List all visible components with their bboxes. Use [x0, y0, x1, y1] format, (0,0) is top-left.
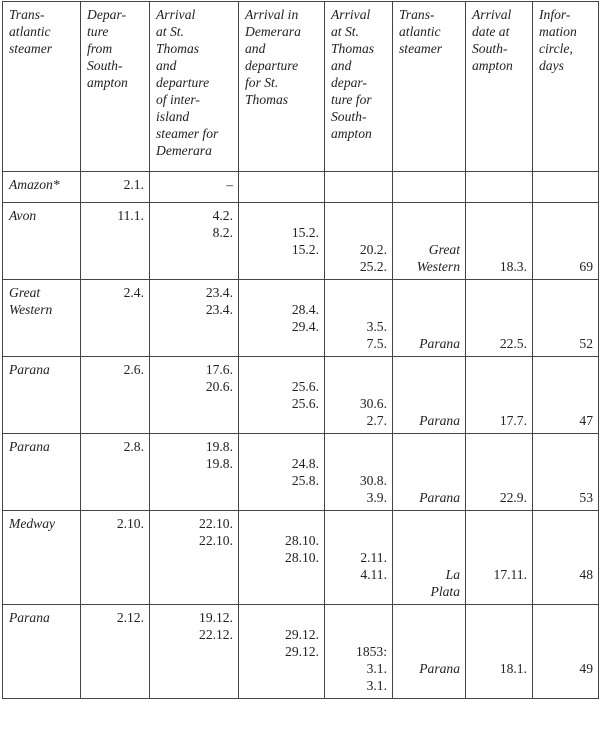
return-steamer-cell — [393, 434, 466, 511]
demerara-cell — [239, 203, 325, 280]
header-text — [156, 6, 233, 159]
table-row — [3, 434, 599, 511]
steamer-schedule-table — [2, 1, 599, 699]
demerara-cell-line: 28.10. — [285, 550, 319, 565]
steamer-name: Parana — [9, 610, 50, 625]
departure-date: 2.4. — [123, 285, 144, 300]
header-line: departure — [245, 58, 299, 73]
header-text — [472, 6, 527, 74]
information-circle-cell — [533, 434, 599, 511]
st-thomas-arrival-cell-line: 17.6. — [205, 362, 233, 377]
st-thomas-arrival-cell — [150, 434, 239, 511]
header-line: at St. — [156, 24, 184, 39]
header-line: steamer — [9, 41, 53, 56]
return-steamer-name: Plata — [430, 584, 460, 599]
st-thomas-arrival-cell-line: 22.10. — [199, 516, 233, 531]
st-thomas-arrival-cell — [150, 357, 239, 434]
st-thomas-return-cell-line: 3.5. — [366, 319, 387, 334]
header-text — [9, 6, 75, 57]
header-line: depar- — [331, 75, 367, 90]
col-header-departure-southampton — [81, 2, 150, 172]
st-thomas-arrival-cell — [150, 280, 239, 357]
col-header-return-steamer — [393, 2, 466, 172]
header-text — [539, 6, 593, 74]
st-thomas-return-cell-line: 1853: — [356, 644, 387, 659]
departure-cell — [81, 280, 150, 357]
information-circle-cell — [533, 511, 599, 605]
col-header-arrival-st-thomas-return — [325, 2, 393, 172]
header-text — [399, 6, 460, 57]
departure-cell — [81, 434, 150, 511]
return-steamer-cell — [393, 172, 466, 203]
arrival-southampton-cell — [466, 605, 533, 699]
st-thomas-arrival-cell-line: 19.8. — [205, 456, 233, 471]
header-line: atlantic — [399, 24, 441, 39]
information-circle-days: 69 — [579, 259, 593, 274]
st-thomas-return-cell — [325, 434, 393, 511]
return-steamer-name: Western — [416, 259, 460, 274]
departure-date: 2.8. — [123, 439, 144, 454]
st-thomas-return-cell — [325, 172, 393, 203]
return-steamer-name: Parana — [419, 336, 460, 351]
header-line: and — [245, 41, 266, 56]
header-line: and — [331, 58, 352, 73]
st-thomas-arrival-cell — [150, 172, 239, 203]
arrival-southampton-cell — [466, 203, 533, 280]
st-thomas-arrival-cell-line: 22.10. — [199, 533, 233, 548]
demerara-cell-line: 29.12. — [285, 627, 319, 642]
header-line: Thomas — [331, 41, 375, 56]
st-thomas-arrival-cell-line: 20.6. — [205, 379, 233, 394]
arrival-date: 17.7. — [499, 413, 527, 428]
header-line: of inter- — [156, 92, 200, 107]
arrival-date: 18.3. — [499, 259, 527, 274]
header-line: ampton — [472, 58, 513, 73]
arrival-southampton-cell — [466, 357, 533, 434]
arrival-southampton-cell — [466, 511, 533, 605]
return-steamer-cell — [393, 280, 466, 357]
demerara-cell-line: 15.2. — [291, 242, 319, 257]
header-line: atlantic — [9, 24, 51, 39]
arrival-date: 22.5. — [499, 336, 527, 351]
header-line: South- — [87, 58, 123, 73]
return-steamer-cell — [393, 511, 466, 605]
st-thomas-return-cell-line: 3.1. — [366, 661, 387, 676]
steamer-name: Medway — [9, 516, 56, 531]
departure-cell — [81, 357, 150, 434]
departure-cell — [81, 511, 150, 605]
st-thomas-return-cell — [325, 605, 393, 699]
header-line: Trans- — [9, 7, 45, 22]
departure-date: 2.10. — [116, 516, 144, 531]
schedule-body — [3, 172, 599, 699]
header-line: Demerara — [156, 143, 212, 158]
information-circle-days: 49 — [579, 661, 593, 676]
steamer-name: Parana — [9, 439, 50, 454]
header-line: for St. — [245, 75, 279, 90]
demerara-cell — [239, 605, 325, 699]
col-header-arrival-st-thomas — [150, 2, 239, 172]
return-steamer-name: Great — [428, 242, 460, 257]
return-steamer-name: La — [445, 567, 460, 582]
header-line: Arrival — [331, 7, 371, 22]
header-line: mation — [539, 24, 577, 39]
demerara-cell-line: 29.4. — [291, 319, 319, 334]
header-line: days — [539, 58, 564, 73]
st-thomas-return-cell-line: 7.5. — [366, 336, 387, 351]
st-thomas-return-cell — [325, 280, 393, 357]
header-line: ampton — [331, 126, 372, 141]
return-steamer-name: Parana — [419, 661, 460, 676]
table-row — [3, 203, 599, 280]
header-line: Arrival — [472, 7, 512, 22]
steamer-name-cell — [3, 434, 81, 511]
st-thomas-return-cell-line: 4.11. — [360, 567, 387, 582]
st-thomas-arrival-cell-line: 19.8. — [205, 439, 233, 454]
departure-cell — [81, 203, 150, 280]
header-line: date at — [472, 24, 510, 39]
header-line: ampton — [87, 75, 128, 90]
st-thomas-arrival-cell-line: 8.2. — [212, 225, 233, 240]
demerara-cell-line: 25.6. — [291, 379, 319, 394]
departure-date: 2.12. — [116, 610, 144, 625]
information-circle-cell — [533, 357, 599, 434]
return-steamer-name: Parana — [419, 413, 460, 428]
st-thomas-arrival-cell — [150, 605, 239, 699]
col-header-information-circle — [533, 2, 599, 172]
demerara-cell-line: 15.2. — [291, 225, 319, 240]
header-line: Thomas — [245, 92, 289, 107]
table-row — [3, 172, 599, 203]
header-line: ture for — [331, 92, 372, 107]
st-thomas-return-cell-line: 3.1. — [366, 678, 387, 693]
demerara-cell-line: 25.6. — [291, 396, 319, 411]
st-thomas-arrival-cell — [150, 203, 239, 280]
header-line: Thomas — [156, 41, 200, 56]
information-circle-cell — [533, 605, 599, 699]
departure-cell — [81, 172, 150, 203]
return-steamer-cell — [393, 203, 466, 280]
st-thomas-return-cell — [325, 511, 393, 605]
information-circle-days: 48 — [579, 567, 593, 582]
header-text — [87, 6, 144, 91]
st-thomas-arrival-cell-line: 19.12. — [199, 610, 233, 625]
st-thomas-return-cell-line: 2.11. — [360, 550, 387, 565]
header-line: steamer — [399, 41, 443, 56]
steamer-name: Western — [9, 302, 53, 317]
table-row — [3, 280, 599, 357]
header-line: Arrival — [156, 7, 196, 22]
return-steamer-name: Parana — [419, 490, 460, 505]
header-line: departure — [156, 75, 210, 90]
information-circle-days: 52 — [579, 336, 593, 351]
col-header-arrival-southampton — [466, 2, 533, 172]
table-row — [3, 357, 599, 434]
table-row — [3, 511, 599, 605]
information-circle-cell — [533, 203, 599, 280]
demerara-cell-line: 29.12. — [285, 644, 319, 659]
demerara-cell — [239, 280, 325, 357]
demerara-cell-line: 28.4. — [291, 302, 319, 317]
demerara-cell-line: 25.8. — [291, 473, 319, 488]
steamer-name-cell — [3, 511, 81, 605]
demerara-cell-line: 24.8. — [291, 456, 319, 471]
departure-date: 2.6. — [123, 362, 144, 377]
return-steamer-cell — [393, 357, 466, 434]
st-thomas-return-cell-line: 30.8. — [359, 473, 387, 488]
demerara-cell — [239, 434, 325, 511]
st-thomas-arrival-cell-line: 23.4. — [205, 302, 233, 317]
col-header-transatlantic-steamer — [3, 2, 81, 172]
st-thomas-arrival-cell — [150, 511, 239, 605]
st-thomas-arrival-cell-line: – — [226, 177, 233, 192]
table-row — [3, 605, 599, 699]
header-line: Infor- — [539, 7, 571, 22]
st-thomas-arrival-cell-line: 4.2. — [212, 208, 233, 223]
departure-date: 11.1. — [117, 208, 144, 223]
steamer-name: Great — [9, 285, 41, 300]
arrival-date: 18.1. — [499, 661, 527, 676]
st-thomas-return-cell — [325, 357, 393, 434]
header-line: Arrival in — [245, 7, 299, 22]
information-circle-cell — [533, 172, 599, 203]
header-line: island — [156, 109, 190, 124]
return-steamer-cell — [393, 605, 466, 699]
demerara-cell-line: 28.10. — [285, 533, 319, 548]
arrival-southampton-cell — [466, 280, 533, 357]
arrival-date: 17.11. — [493, 567, 527, 582]
st-thomas-return-cell-line: 2.7. — [366, 413, 387, 428]
information-circle-days: 47 — [579, 413, 593, 428]
steamer-name-cell — [3, 172, 81, 203]
demerara-cell — [239, 511, 325, 605]
st-thomas-return-cell-line: 30.6. — [359, 396, 387, 411]
header-line: circle, — [539, 41, 573, 56]
information-circle-days: 53 — [579, 490, 593, 505]
arrival-southampton-cell — [466, 434, 533, 511]
departure-date: 2.1. — [123, 177, 144, 192]
col-header-arrival-demerara — [239, 2, 325, 172]
header-line: steamer for — [156, 126, 219, 141]
header-line: Demerara — [245, 24, 301, 39]
steamer-name: Parana — [9, 362, 50, 377]
st-thomas-return-cell-line: 3.9. — [366, 490, 387, 505]
header-row — [3, 2, 599, 172]
st-thomas-return-cell-line: 20.2. — [359, 242, 387, 257]
demerara-cell — [239, 172, 325, 203]
steamer-name: Amazon* — [9, 177, 60, 192]
header-line: ture — [87, 24, 109, 39]
header-text — [331, 6, 387, 142]
demerara-cell — [239, 357, 325, 434]
header-line: at St. — [331, 24, 359, 39]
header-line: South- — [472, 41, 508, 56]
st-thomas-return-cell-line: 25.2. — [359, 259, 387, 274]
header-line: from — [87, 41, 113, 56]
information-circle-cell — [533, 280, 599, 357]
arrival-southampton-cell — [466, 172, 533, 203]
steamer-name-cell — [3, 203, 81, 280]
st-thomas-return-cell — [325, 203, 393, 280]
steamer-name-cell — [3, 280, 81, 357]
st-thomas-arrival-cell-line: 23.4. — [205, 285, 233, 300]
st-thomas-arrival-cell-line: 22.12. — [199, 627, 233, 642]
header-text — [245, 6, 319, 108]
header-line: and — [156, 58, 177, 73]
steamer-name: Avon — [9, 208, 37, 223]
header-line: Depar- — [87, 7, 126, 22]
departure-cell — [81, 605, 150, 699]
arrival-date: 22.9. — [499, 490, 527, 505]
steamer-name-cell — [3, 605, 81, 699]
header-line: South- — [331, 109, 367, 124]
header-line: Trans- — [399, 7, 435, 22]
steamer-name-cell — [3, 357, 81, 434]
